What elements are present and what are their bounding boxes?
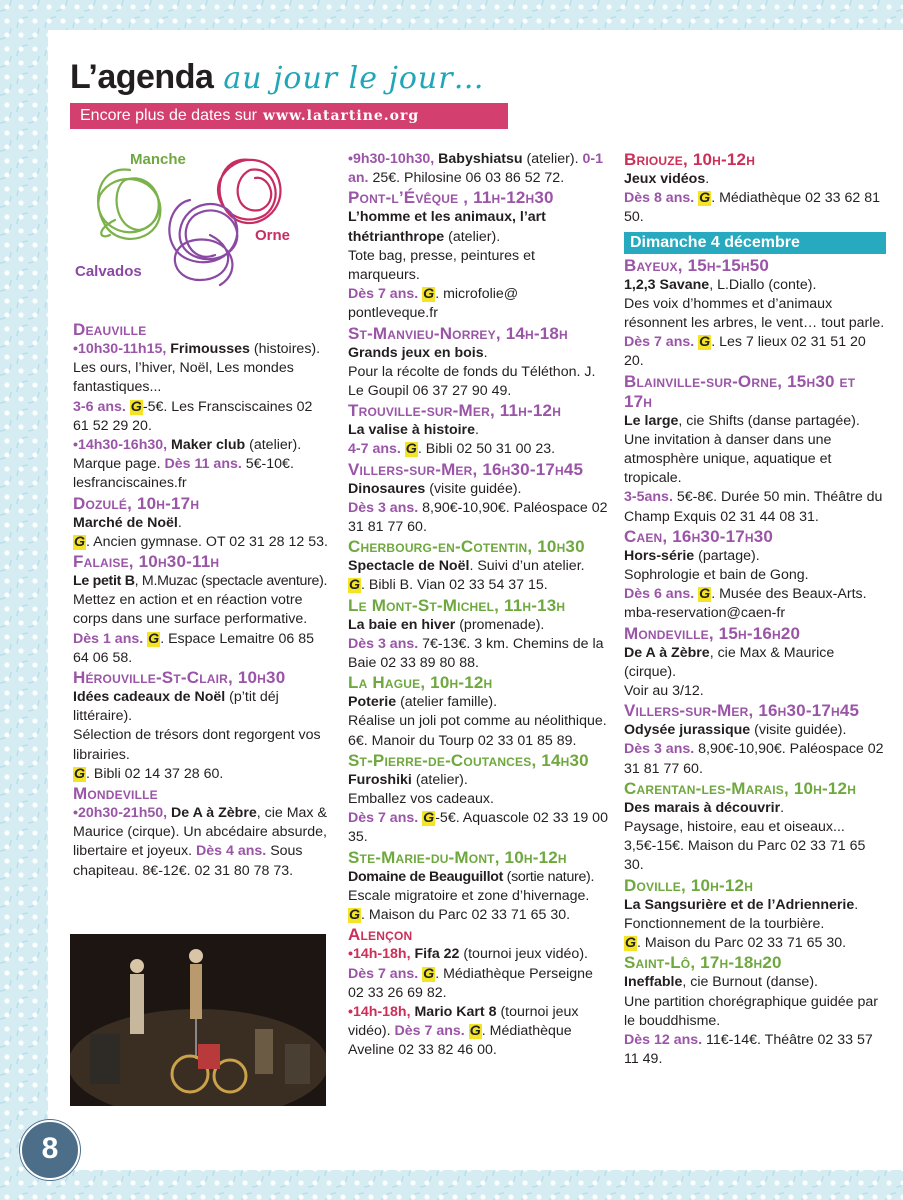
free-badge: G — [699, 334, 711, 351]
event-line — [73, 726, 331, 764]
agenda-column-2 — [348, 150, 610, 1061]
orne-scribble — [218, 160, 280, 223]
event-text: Tote bag, presse, peintures et marqueurs. — [348, 247, 535, 284]
venue-heading: Caen, 16h30-17h30 — [624, 526, 774, 546]
event-text: , cie Burnout (danse). — [682, 974, 818, 991]
event-text: (partage). — [698, 547, 760, 564]
event-line — [624, 973, 886, 992]
website-link[interactable]: www.latartine.org — [263, 108, 420, 124]
regions-scribble-map — [70, 140, 320, 290]
venue-heading: Mondeville — [73, 784, 158, 804]
event-text: . — [474, 422, 479, 439]
event-text: (atelier). — [448, 228, 501, 245]
age-range: Dès 7 ans. — [624, 334, 695, 351]
event-title: Odysée jurassique — [624, 722, 751, 739]
age-range: Dès 7 ans. — [394, 1023, 465, 1040]
event-title: Jeux vidéos — [624, 171, 706, 187]
event-title: La baie en hiver — [348, 616, 456, 633]
event-title: Mario Kart 8 — [414, 1003, 497, 1020]
event-line — [73, 765, 331, 784]
event-title: Le petit B — [73, 573, 135, 590]
website-banner — [70, 103, 508, 129]
event-text: 8,90€-10,90€. Paléospace 02 31 81 77 60. — [624, 741, 884, 777]
venue-heading: Falaise, 10h30-11h — [73, 552, 220, 572]
free-badge: G — [349, 907, 361, 924]
event-line — [624, 644, 886, 682]
event-line — [348, 809, 610, 847]
event-text: Réalise un joli pot comme au néolithique. — [348, 713, 607, 730]
event-title: L’homme et les animaux, l’art thétrianthrope — [348, 209, 546, 245]
event-line — [73, 804, 331, 881]
event-text: Mettez en action et en réaction votre corps dans une surface performative. — [73, 592, 308, 628]
event-title: Des marais à découvrir — [624, 799, 781, 816]
event-line — [624, 896, 886, 915]
event-title: Marché de Noël — [73, 514, 178, 531]
event-title: Maker club — [171, 437, 246, 454]
event-title: Poterie — [348, 694, 397, 711]
event-line — [624, 1031, 886, 1069]
event-text: . Musée des Beaux-Arts. mba-reservation@caen-fr — [624, 586, 867, 622]
venue-heading: Deauville — [73, 320, 147, 339]
event-text: , cie Shifts (danse partagée). — [678, 412, 860, 429]
orne-label: Orne — [255, 227, 291, 244]
event-line — [624, 295, 886, 333]
event-text: Voir au 3/12. — [624, 683, 704, 700]
event-line — [624, 915, 886, 934]
event-title: La Sangsurière et de l’Adriennerie — [624, 896, 855, 913]
calvados-label: Calvados — [75, 263, 142, 280]
event-text: (p’tit déj littéraire). — [73, 689, 279, 725]
event-text: 11€-14€. Théâtre 02 33 57 11 49. — [624, 1031, 873, 1068]
event-title: 1,2,3 Savane — [624, 276, 710, 293]
event-text: , cie Max & Maurice (cirque). — [624, 644, 835, 680]
age-range: Dès 6 ans. — [624, 586, 695, 603]
venue-heading: Cherbourg-en-Cotentin, 10h30 — [348, 537, 585, 557]
event-line — [348, 732, 610, 751]
free-badge: G — [405, 441, 417, 458]
event-title: Grands jeux en bois — [348, 344, 484, 361]
event-text: . Ancien gymnase. OT 02 31 28 12 53. — [86, 533, 328, 550]
event-text: . — [483, 344, 488, 361]
free-badge: G — [423, 286, 435, 303]
event-time: •14h30-16h30, — [73, 437, 168, 454]
venue-heading: Ste-Marie-du-Mont, 10h-12h — [348, 847, 567, 867]
event-line — [348, 421, 610, 440]
venue-heading: La Hague, 10h-12h — [348, 673, 493, 693]
event-text: . — [780, 799, 785, 816]
venue-heading: Pont-l’Évêque , 11h-12h30 — [348, 188, 554, 208]
age-range: Dès 7 ans. — [348, 810, 419, 827]
event-text: 5€-8€. Durée 50 min. Théâtre du Champ Exquis 02 31 44 08 31. — [624, 489, 883, 525]
age-range: Dès 4 ans. — [196, 843, 267, 860]
event-details: 25€. Philosine 06 03 86 52 72. — [372, 170, 565, 187]
venue-heading: Villers-sur-Mer, 16h30-17h45 — [348, 459, 584, 479]
event-text: (atelier). — [526, 151, 579, 167]
venue-heading: St-Pierre-de-Coutances, 14h30 — [348, 750, 589, 770]
event-text: , cie Max & Maurice (cirque). Un abcédaire absurde, libertaire et joyeux. — [73, 805, 327, 860]
free-badge: G — [148, 630, 160, 647]
event-title: De A à Zèbre — [624, 644, 710, 661]
event-text: (visite guidée). — [429, 480, 522, 497]
event-line — [624, 547, 886, 566]
age-range: Dès 3 ans. — [348, 499, 419, 516]
age-range: Dès 12 ans. — [624, 1031, 703, 1048]
event-line — [348, 150, 610, 188]
event-text: . Les 7 lieux 02 31 51 20 20. — [624, 334, 866, 370]
event-line — [348, 285, 610, 323]
event-text: . Suivi d’un atelier. — [469, 558, 585, 575]
venue-heading: Doville, 10h-12h — [624, 875, 754, 895]
event-line — [624, 412, 886, 431]
event-line — [73, 514, 331, 533]
agenda-column-1 — [73, 320, 331, 881]
event-time: •14h-18h, — [348, 1003, 411, 1020]
age-range: Dès 7 ans. — [348, 286, 419, 303]
page-heading — [70, 58, 485, 97]
event-title: Le large — [624, 412, 679, 429]
agenda-subtitle: au jour le jour… — [223, 61, 485, 96]
age-range: 3-6 ans. — [73, 398, 126, 415]
event-text: Sélection de trésors dont regorgent vos librairies. — [73, 727, 321, 763]
event-text: (histoires). Les ours, l’hiver, Noël, Les mondes fantastiques... — [73, 341, 321, 396]
event-title: De A à Zèbre — [171, 805, 257, 822]
venue-heading: Hérouville-St-Clair, 10h30 — [73, 668, 286, 688]
event-text: Escale migratoire et zone d’hivernage. — [348, 887, 590, 904]
event-text: (promenade). — [459, 616, 545, 633]
event-text: . Bibli B. Vian 02 33 54 37 15. — [361, 577, 548, 594]
age-range: 0-1 an. — [348, 151, 603, 187]
event-title: Idées cadeaux de Noël — [73, 689, 226, 706]
event-title: Fifa 22 — [414, 946, 460, 963]
venue-heading: Saint-Lô, 17h-18h20 — [624, 953, 782, 973]
event-line — [624, 682, 886, 701]
event-text: Fonctionnement de la tourbière. — [624, 915, 825, 932]
event-text: -5€. Aquascole 02 33 19 00 35. — [348, 810, 608, 846]
event-text: Une invitation à danser dans une atmosphère unique, aquatique et tropicale. — [624, 431, 832, 487]
event-text: Emballez vos cadeaux. — [348, 791, 494, 808]
event-line — [348, 771, 610, 790]
banner-text: Encore plus de dates sur — [80, 107, 257, 124]
event-text: , M.Muzac (spectacle aventure). — [134, 573, 328, 590]
age-range: Dès 7 ans. — [348, 965, 419, 982]
event-line — [624, 333, 886, 371]
event-line — [348, 499, 610, 537]
event-text: 7€-13€. 3 km. Chemins de la Baie 02 33 89 80 88. — [348, 635, 604, 672]
event-text: . Médiathèque 02 33 62 81 50. — [624, 190, 881, 226]
event-line — [73, 340, 331, 398]
free-badge: G — [130, 398, 142, 415]
event-text: . — [177, 514, 182, 531]
event-text: . — [705, 171, 710, 187]
venue-heading: Alençon — [348, 925, 413, 945]
agenda-title: L’agenda — [70, 58, 214, 96]
venue-heading: Carentan-les-Marais, 10h-12h — [624, 778, 857, 798]
event-text: (visite guidée). — [754, 722, 847, 739]
age-range: 3-5ans. — [624, 489, 673, 506]
event-text: Paysage, histoire, eau et oiseaux... 3,5€-15€. Maison du Parc 02 33 71 65 30. — [624, 819, 866, 874]
age-range: 4-7 ans. — [348, 441, 401, 458]
event-text: 6€. Manoir du Tourp 02 33 01 85 89. — [348, 732, 577, 749]
event-text: 8,90€-10,90€. Paléospace 02 31 81 77 60. — [348, 499, 608, 536]
event-title: Furoshiki — [348, 771, 412, 788]
event-line — [348, 906, 610, 925]
event-line — [73, 533, 331, 552]
event-text: , L.Diallo (conte). — [709, 276, 817, 293]
event-title: Domaine de Beauguillot — [348, 868, 503, 885]
event-line — [348, 945, 610, 1003]
event-line — [624, 721, 886, 740]
event-line — [348, 344, 610, 363]
event-title: Babyshiatsu — [438, 151, 523, 167]
venue-heading: Mondeville, 15h-16h20 — [624, 623, 801, 643]
event-line — [73, 591, 331, 629]
free-badge: G — [699, 190, 711, 207]
venue-heading: Bayeux, 15h-15h50 — [624, 255, 770, 275]
event-details: Sous chapiteau. 8€-12€. 02 31 80 78 73. — [73, 843, 303, 879]
age-range: Dès 11 ans. — [164, 456, 242, 473]
event-title: Dinosaures — [348, 480, 426, 497]
event-line — [624, 189, 886, 227]
event-text: (tournoi jeux vidéo). — [348, 1003, 579, 1040]
event-text: (sortie nature). — [506, 868, 595, 885]
event-line — [348, 635, 610, 673]
event-line — [624, 934, 886, 953]
event-line — [624, 585, 886, 623]
event-line — [624, 276, 886, 295]
free-badge: G — [699, 586, 711, 603]
event-title: La valise à histoire — [348, 422, 475, 439]
venue-heading: Dozulé, 10h-17h — [73, 493, 200, 513]
circus-show-photo — [70, 934, 326, 1106]
event-line — [73, 436, 331, 494]
venue-heading: Trouville-sur-Mer, 11h-12h — [348, 401, 562, 421]
event-title: Ineffable — [624, 974, 683, 991]
event-time: •10h30-11h15, — [73, 341, 167, 357]
free-badge: G — [74, 533, 86, 550]
event-title: Frimousses — [170, 341, 250, 357]
event-text: Des voix d’hommes et d’animaux résonnent les arbres, le vent… tout parle. — [624, 295, 885, 332]
age-range: Dès 8 ans. — [624, 190, 695, 207]
event-text: (atelier). Marque page. — [73, 437, 302, 473]
agenda-column-3 — [624, 150, 886, 1069]
event-details: . Médiathèque Perseigne 02 33 26 69 82. — [348, 965, 593, 1001]
venue-heading: Briouze, 10h-12h — [624, 150, 756, 169]
event-line — [348, 887, 610, 906]
venue-heading: Villers-sur-Mer, 16h30-17h45 — [624, 701, 860, 721]
free-badge: G — [349, 577, 361, 594]
free-badge: G — [469, 1023, 481, 1040]
event-details: 5€-10€. lesfranciscaines.fr — [73, 456, 294, 492]
event-line — [348, 693, 610, 712]
event-details: . Médiathèque Aveline 02 33 82 46 00. — [348, 1023, 572, 1059]
event-line — [348, 712, 610, 731]
event-line — [624, 566, 886, 585]
venue-heading: Blainville-sur-Orne, 15h30 et 17h — [624, 371, 856, 411]
manche-scribble — [98, 170, 160, 239]
age-range: Dès 3 ans. — [624, 741, 695, 758]
event-text: Sophrologie et bain de Gong. — [624, 567, 809, 584]
day-heading: Dimanche 4 décembre — [624, 232, 886, 254]
event-line — [348, 576, 610, 595]
event-text: . Maison du Parc 02 33 71 65 30. — [361, 907, 571, 924]
event-line — [348, 790, 610, 809]
page-number: 8 — [20, 1120, 80, 1180]
event-text: . Espace Lemaitre 06 85 64 06 58. — [73, 630, 314, 666]
event-line — [348, 868, 610, 887]
manche-label: Manche — [130, 151, 186, 168]
venue-heading: St-Manvieu-Norrey, 14h-18h — [348, 323, 568, 343]
event-text: . Bibli 02 14 37 28 60. — [86, 765, 224, 782]
venue-heading: Le Mont-St-Michel, 11h-13h — [348, 595, 566, 615]
event-line — [348, 480, 610, 499]
event-text: Une partition chorégraphique guidée par le bouddhisme. — [624, 993, 878, 1029]
event-line — [73, 572, 331, 591]
event-text: . Bibli 02 50 31 00 23. — [417, 441, 556, 458]
event-title: Spectacle de Noël — [348, 558, 470, 575]
event-line — [624, 993, 886, 1031]
event-line — [348, 247, 610, 285]
free-badge: G — [423, 810, 435, 827]
free-badge: G — [625, 935, 637, 952]
event-line — [348, 557, 610, 576]
event-line — [348, 616, 610, 635]
event-line — [73, 398, 331, 436]
event-line — [624, 488, 886, 526]
event-line — [73, 688, 331, 726]
event-line — [624, 170, 886, 189]
event-text: -5€. Les Fransciscaines 02 61 52 29 20. — [73, 398, 313, 434]
event-time: •14h-18h, — [348, 946, 411, 963]
event-time: •20h30-21h50, — [73, 805, 168, 822]
event-text: (tournoi jeux vidéo). — [463, 946, 588, 963]
event-line — [624, 818, 886, 876]
event-line — [348, 208, 610, 246]
event-text: . — [854, 896, 859, 913]
event-line — [624, 431, 886, 489]
event-line — [348, 1003, 610, 1061]
event-text: Pour la récolte de fonds du Téléthon. J. Le Goupil 06 37 27 90 49. — [348, 363, 596, 400]
event-line — [348, 440, 610, 459]
event-line — [624, 740, 886, 778]
free-badge: G — [74, 765, 86, 782]
event-text: (atelier). — [415, 771, 468, 788]
event-text: (atelier famille). — [400, 694, 498, 711]
event-text: . Maison du Parc 02 33 71 65 30. — [637, 935, 847, 952]
event-title: Hors-série — [624, 547, 695, 564]
event-time: •9h30-10h30, — [348, 151, 435, 167]
event-line — [624, 799, 886, 818]
age-range: Dès 3 ans. — [348, 635, 419, 652]
event-line — [73, 630, 331, 668]
event-text: . microfolie@ pontleveque.fr — [348, 286, 519, 322]
free-badge: G — [423, 965, 435, 982]
event-line — [348, 363, 610, 401]
age-range: Dès 1 ans. — [73, 630, 144, 647]
